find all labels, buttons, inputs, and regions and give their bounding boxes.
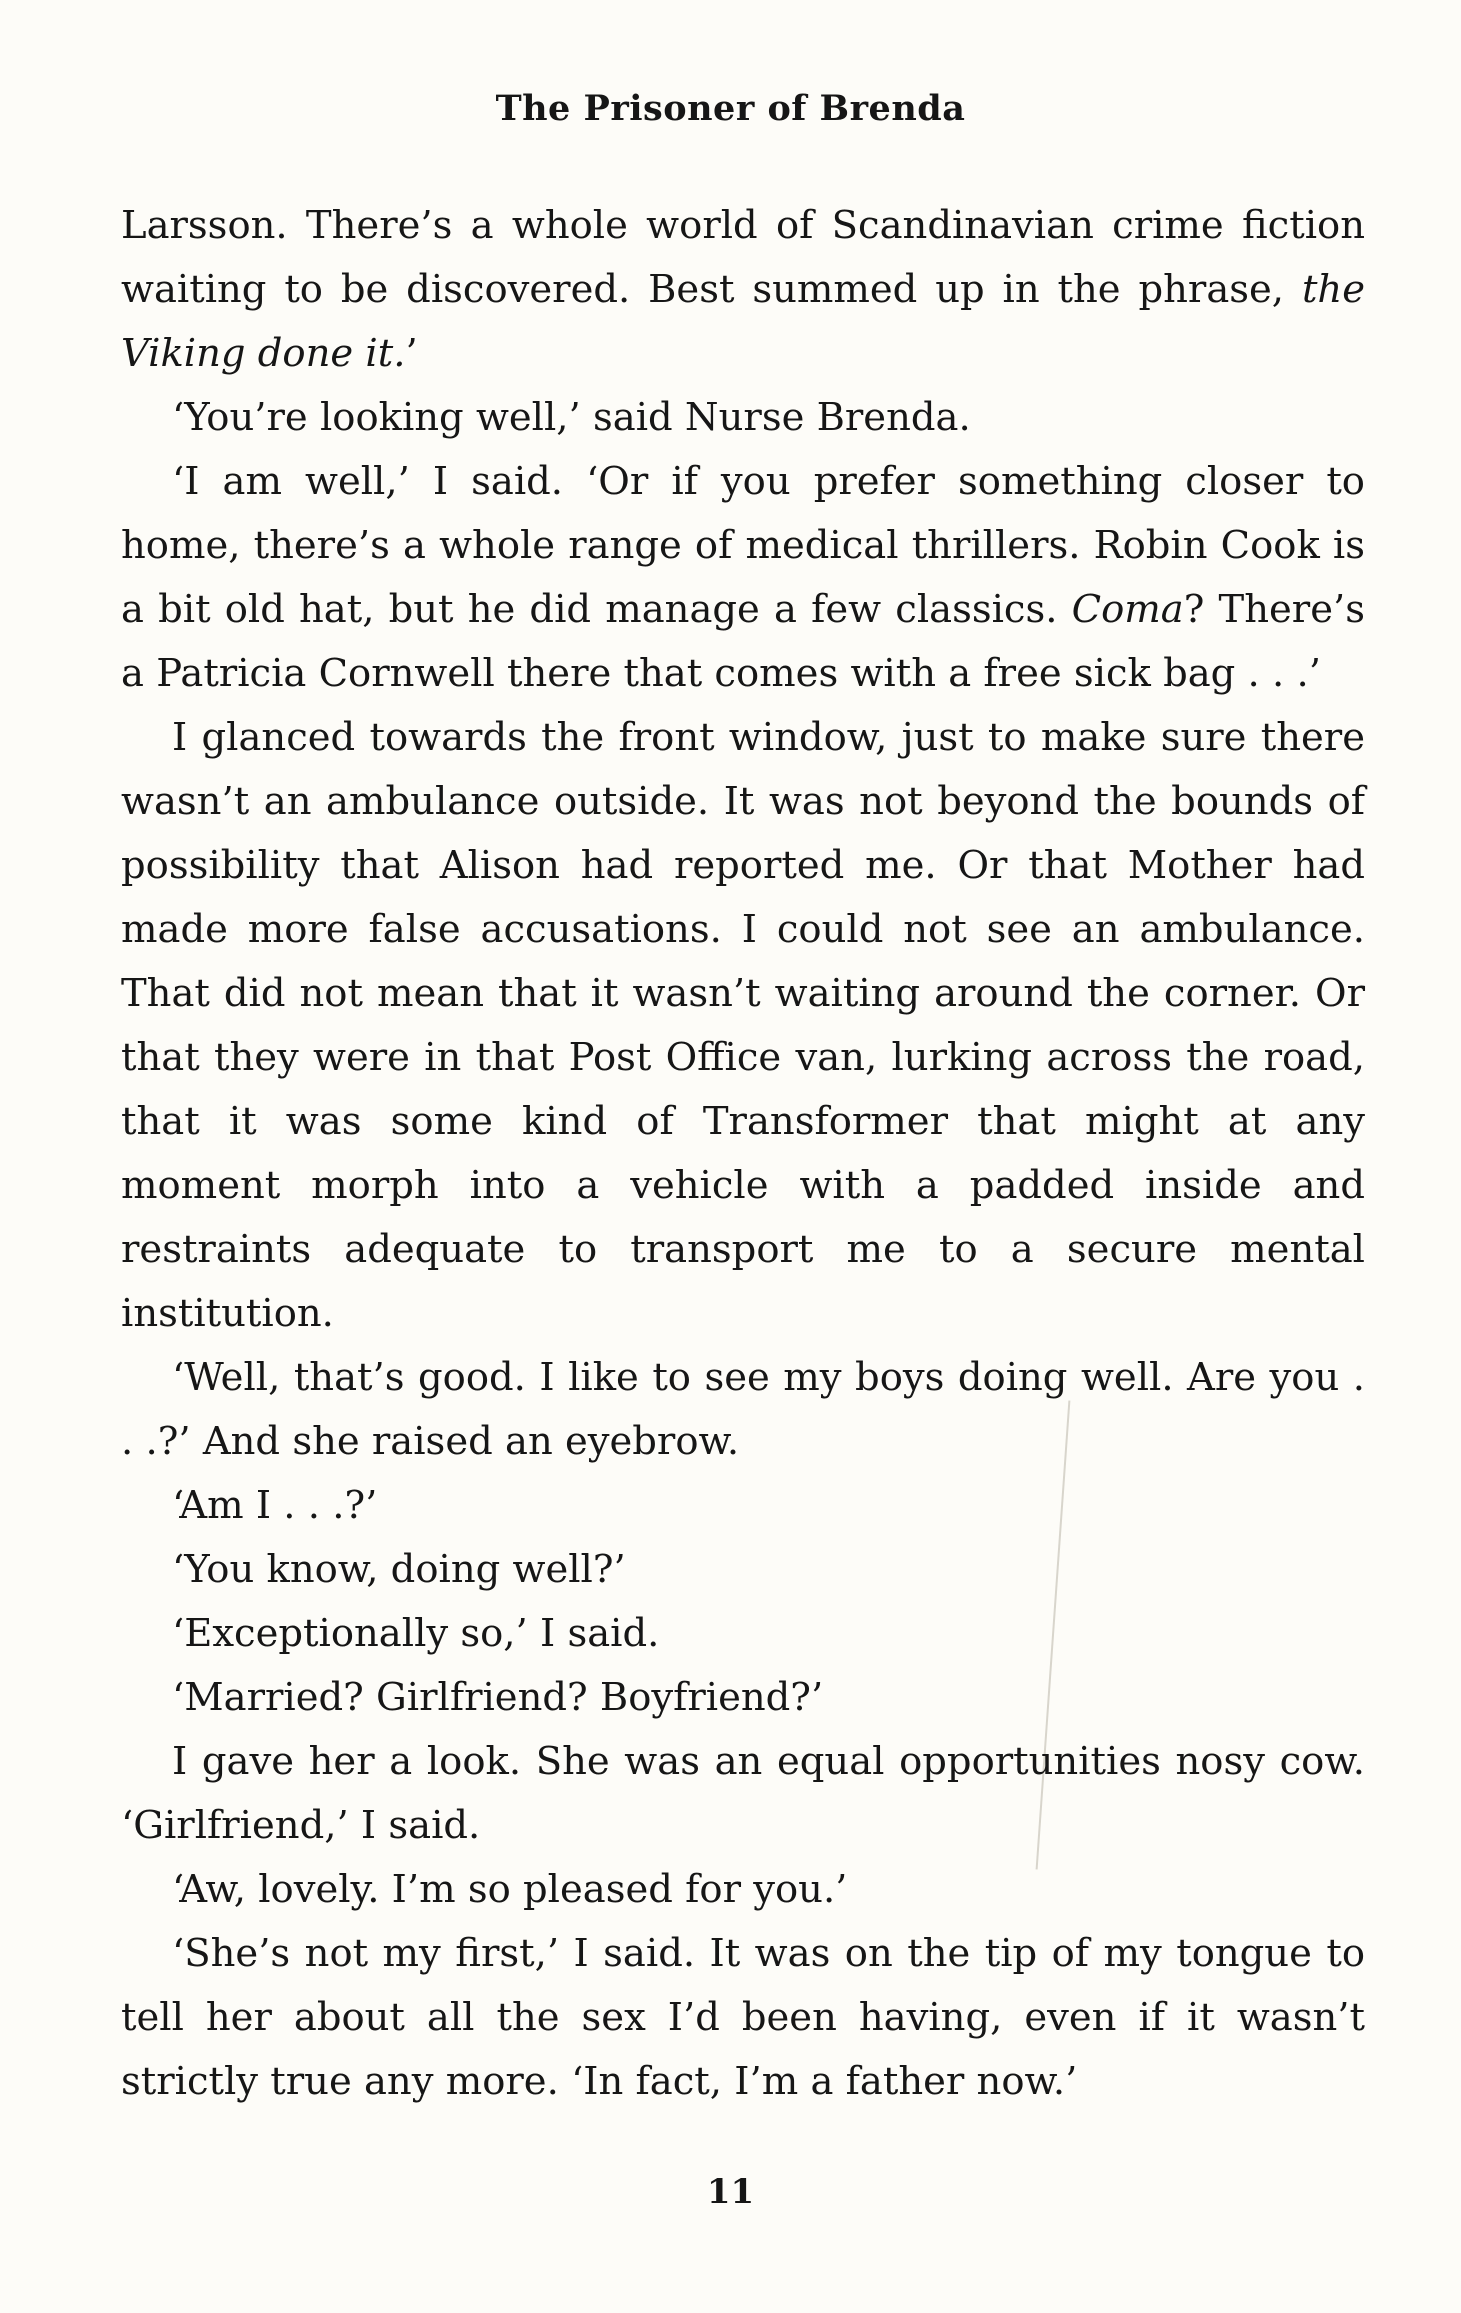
paragraph: ‘You’re looking well,’ said Nurse Brenda.: [172, 395, 971, 440]
paragraph: I gave her a look. She was an equal opportunities nosy cow. ‘Girlfriend,’ I said.: [121, 1739, 1365, 1848]
paragraph-text: Larsson. There’s a whole world of Scandinavian crime fiction waiting to be discovered. Best summed up in the phrase,: [121, 203, 1365, 312]
page-number: 11: [706, 2172, 755, 2212]
paragraph: ‘Well, that’s good. I like to see my boys doing well. Are you . . .?’ And she raised an eyebrow.: [121, 1355, 1365, 1464]
paragraph-text: ’: [405, 331, 418, 376]
paragraph-text: ‘I am well,’ I said. ‘Or if you prefer something closer to home, there’s a whole range of medical thrillers. Robin Cook is a bit old hat, but he did manage a few classics.: [121, 459, 1365, 632]
paragraph-text: ? There’s a Patricia Cornwell there that comes with a free sick bag . . .’: [121, 587, 1365, 696]
paragraph: [121, 450, 1365, 706]
paragraph: ‘Am I . . .?’: [172, 1483, 378, 1528]
paragraph: [121, 194, 1365, 386]
paragraph: ‘Aw, lovely. I’m so pleased for you.’: [172, 1867, 848, 1912]
running-head: The Prisoner of Brenda: [495, 88, 966, 129]
body-text: [121, 194, 1365, 2114]
paragraph: ‘Exceptionally so,’ I said.: [172, 1611, 660, 1656]
italic-phrase: the Viking done it.: [121, 267, 1365, 376]
paragraph: ‘She’s not my first,’ I said. It was on the tip of my tongue to tell her about all the sex I’d been having, even if it wasn’t strictly true any more. ‘In fact, I’m a father now.’: [121, 1931, 1365, 2104]
paragraph: ‘You know, doing well?’: [172, 1547, 626, 1592]
paragraph: ‘Married? Girlfriend? Boyfriend?’: [172, 1675, 824, 1720]
paragraph: I glanced towards the front window, just to make sure there wasn’t an ambulance outside. It was not beyond the bounds of possibility that Alison had reported me. Or that Mother had made more false accusations. I could not see an ambulance. That did not mean that it wasn’t waiting around the corner. Or that they were in that Post Office van, lurking across the road, that it was some kind of Transformer that might at any moment morph into a vehicle with a padded inside and restraints adequate to transport me to a secure mental institution.: [121, 715, 1365, 1336]
italic-title: Coma: [1071, 587, 1184, 632]
